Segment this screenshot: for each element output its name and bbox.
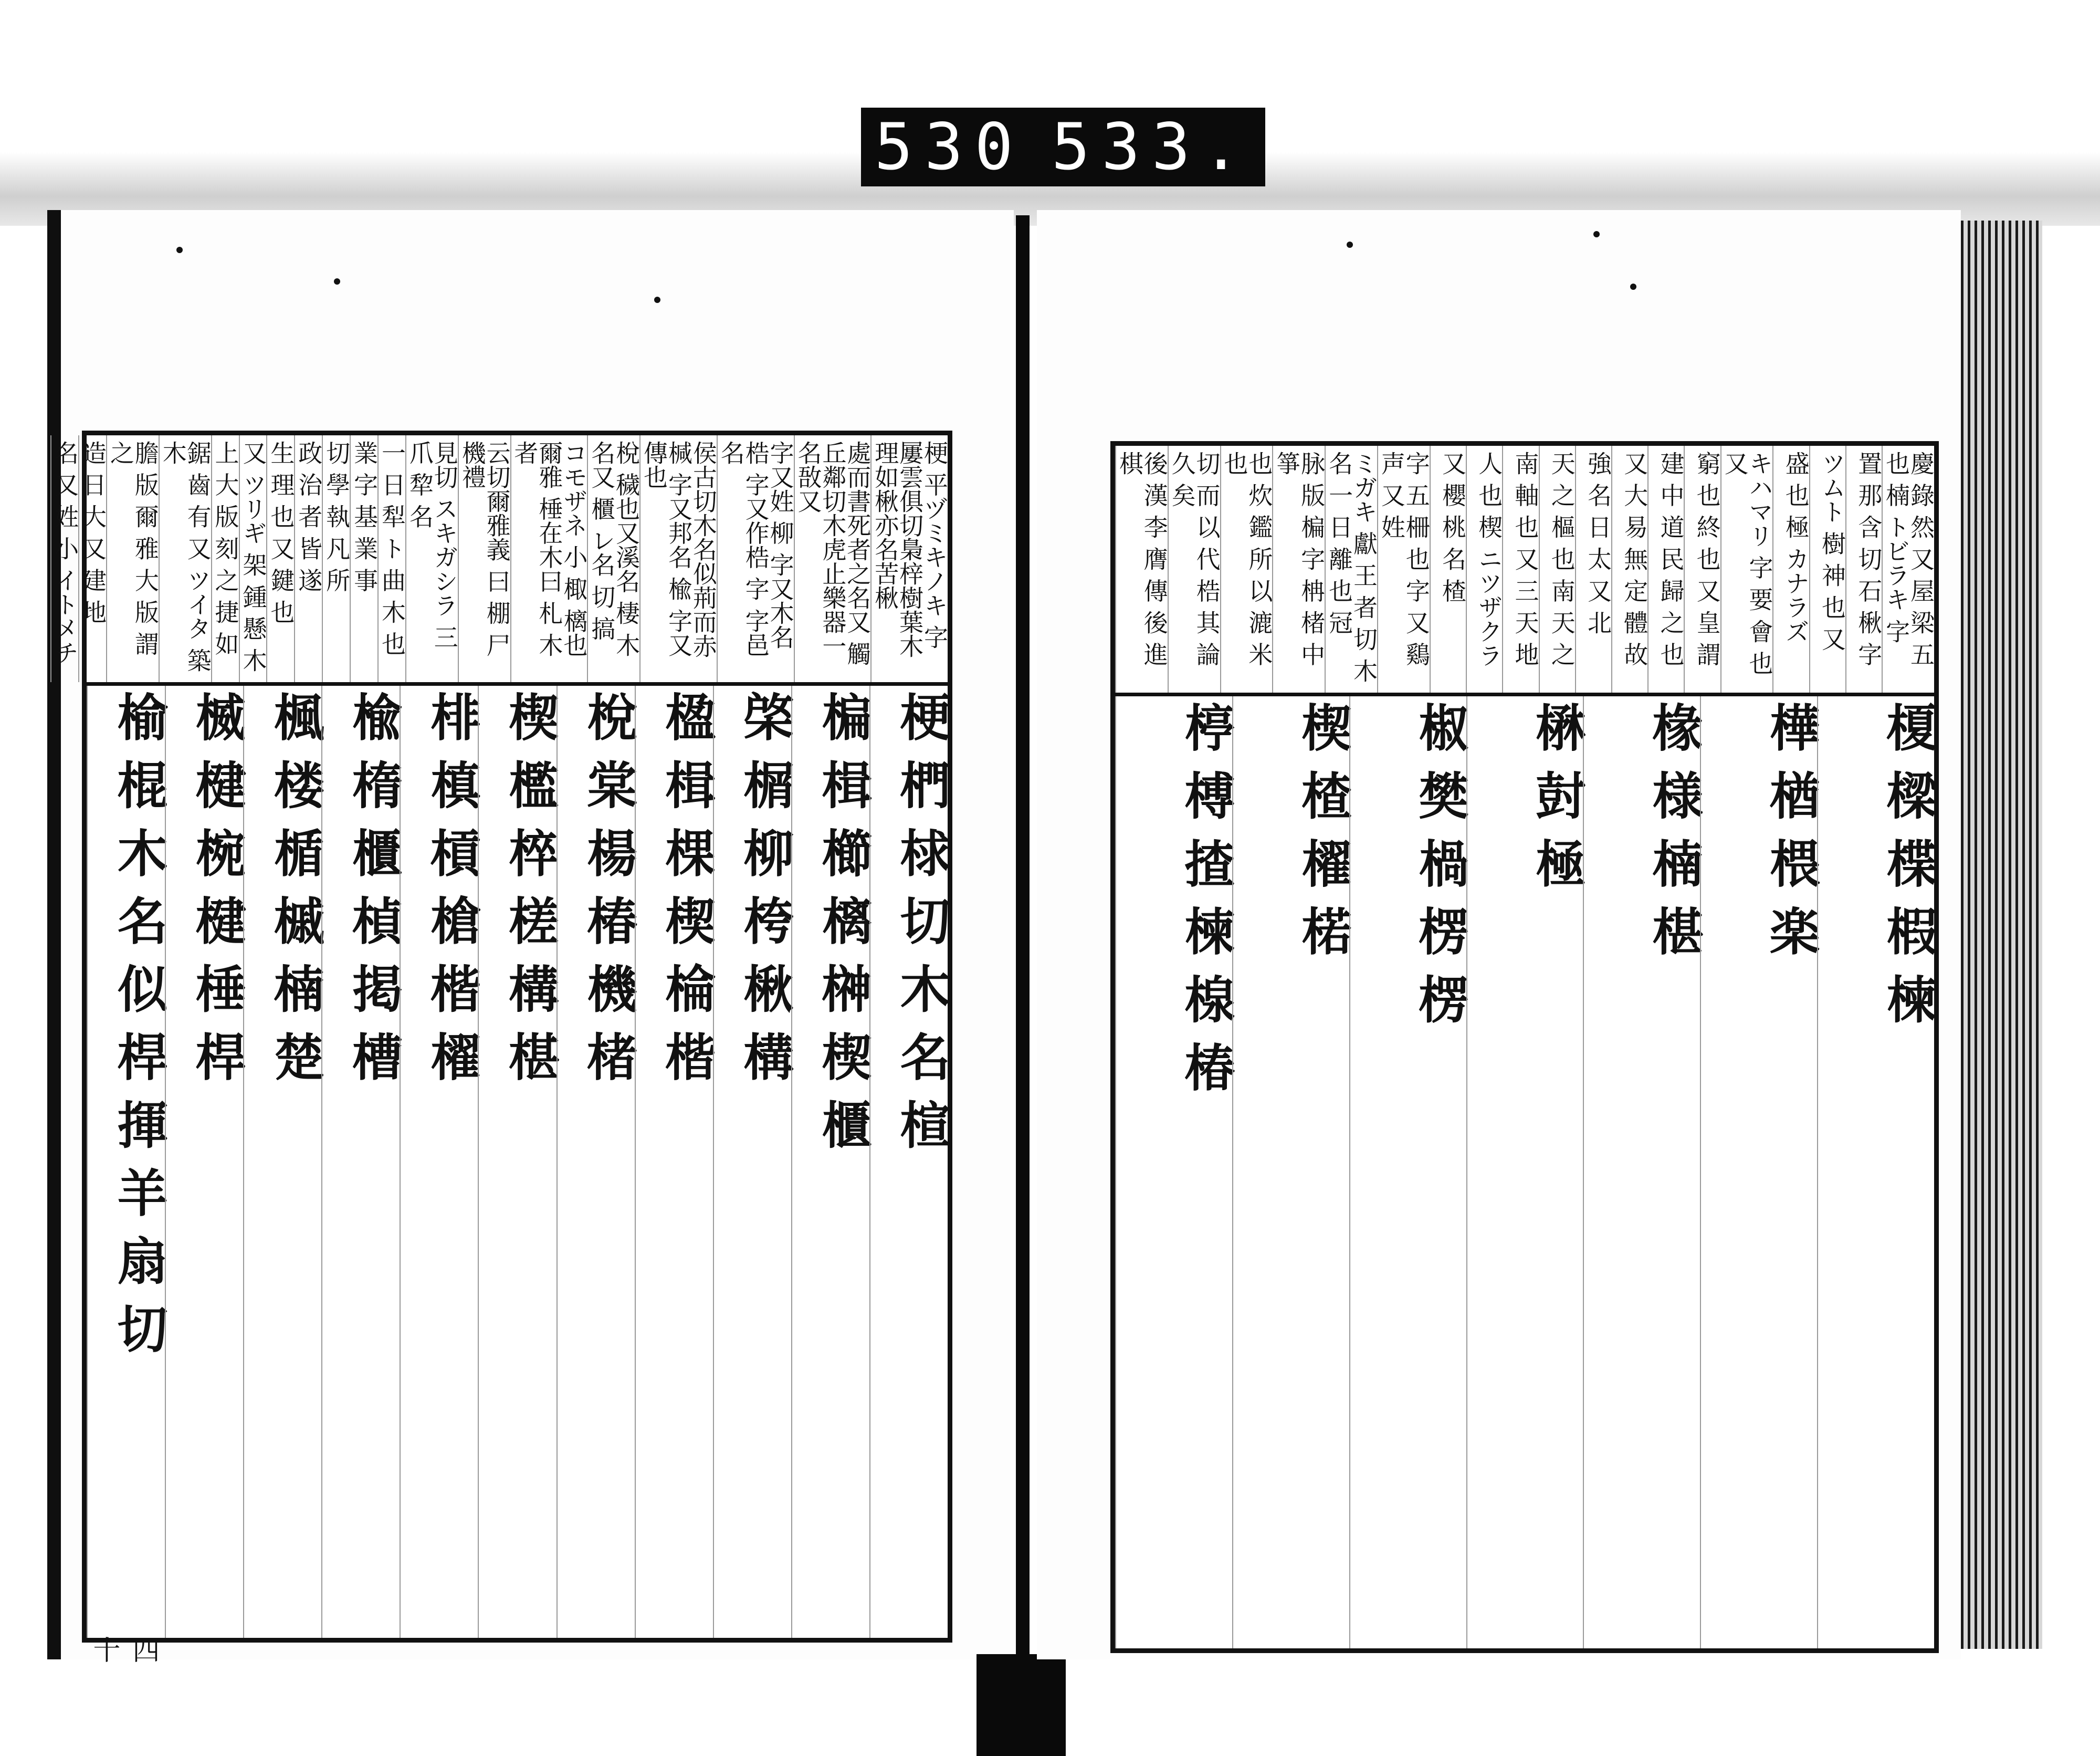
header-column: 造 日 大 又 建 地 (78, 435, 106, 682)
header-column: 人 也 楔 ニツザクラ (1466, 446, 1502, 693)
ink-dot (334, 278, 340, 285)
label-left-number: 530 (874, 110, 1025, 184)
header-column: ツムト 樹 神 也 又 (1809, 446, 1845, 693)
header-column: 盛 也 極 カナラズ (1772, 446, 1809, 693)
header-column: 天 之 樞 也 南 天 之 (1539, 446, 1575, 693)
header-column: 窮 也 終 也 又 皇 謂 (1684, 446, 1720, 693)
ink-dot (1593, 231, 1600, 237)
right-text-panel (1110, 441, 1939, 1653)
left-text-panel (51, 431, 952, 1643)
header-column: 業 字 基 業 事 (350, 435, 377, 682)
right-dictionary-entries (1115, 696, 1938, 1648)
ink-dot (1347, 242, 1353, 248)
header-column: 切 學 執 凡 所 (322, 435, 350, 682)
entry-column: 楹 楫 棵 楔 棆 楷 (635, 686, 713, 1638)
entry-column: 榆 棍 木 名 似 桿 揮 羊 扇 切 (87, 686, 165, 1638)
book-page-edges (1961, 221, 2042, 1649)
entry-column: 楓 楼 楯 槭 楠 楚 (243, 686, 321, 1638)
header-column: 處而書死者之名又 觸丘鄰切木虎止樂器一名敔又 (794, 435, 871, 682)
header-column: 梗 平ヅミキノキ 字 屢雲俱切梟梓樹葉木理如楸亦名苦楸 (870, 435, 948, 682)
label-right-number: 533. (1051, 110, 1252, 184)
header-column: 見切 スキガシラ 三 爪 犂 名 (405, 435, 458, 682)
header-column: 又 ツリギ 架 鍾 懸 木 (239, 435, 267, 682)
header-column: 鋸 齒 有 又 ツイタ 築 木 (159, 435, 211, 682)
entry-column: 梗 椚 梂 切 木 名 楦 (869, 686, 948, 1638)
entry-column: 楡 楕 櫃 楨 掲 槽 (321, 686, 400, 1638)
left-page (47, 210, 1014, 1663)
left-header-commentary (51, 435, 949, 686)
entry-column: 樺 楢 椳 楽 (1700, 696, 1817, 1648)
header-column: 名 又 姓 小 イトメチ (50, 435, 78, 682)
book-spine-foot (976, 1654, 1066, 1756)
entry-column: 楄 楫 櫛 樆 榊 楔 櫃 (791, 686, 869, 1638)
right-page (1037, 210, 1961, 1659)
reel-number-label (861, 108, 1265, 186)
entry-column: 椽 様 楠 椹 (1583, 696, 1700, 1648)
header-column: 字 五 柵 也 字 又 鷄 声 又 姓 (1377, 446, 1430, 693)
right-header-commentary (1115, 446, 1934, 696)
book-spine (1016, 215, 1030, 1738)
ink-dot (654, 297, 660, 303)
entry-column: 楔 楂 櫂 楉 (1232, 696, 1349, 1648)
entry-column: 椒 樊 楇 楞 楞 (1349, 696, 1466, 1648)
header-column: 侯古切木名似荊而赤 椷 字又邦名 楡 字又傳也 (639, 435, 717, 682)
entry-column: 棨 榍 柳 桍 楸 構 (713, 686, 791, 1638)
ink-dot (1630, 284, 1636, 290)
header-column: コモザネ 小 棷 樆也爾雅 棰在木曰 札 木者 (510, 435, 587, 682)
entry-column: 楟 榑 揸 楝 楾 椿 (1115, 696, 1232, 1648)
entry-column: 梲 棠 楊 椿 機 楮 (556, 686, 635, 1638)
entry-column: 楲 楗 椀 楗 棰 桿 (165, 686, 243, 1638)
entry-column: 楔 檻 椊 槎 構 椹 (478, 686, 556, 1638)
page-margin-number: 四十 (88, 1636, 159, 1663)
header-column: 後 漢 李 膺 傳 後 進 棋 (1115, 446, 1168, 693)
header-column: 也 炊 鑑 所 以 漉 米 也 (1220, 446, 1273, 693)
entry-column: 楙 尌 極 (1466, 696, 1583, 1648)
header-column: 又 櫻 桃 名 楂 (1430, 446, 1466, 693)
header-column: 字又姓 柳 字又木名 梏 字又作梏 字 字邑名 (717, 435, 794, 682)
entry-column: 榎 樑 楪 椵 楝 (1817, 696, 1934, 1648)
header-column: 切 而 以 代 梏 其 論 久 矣 (1168, 446, 1220, 693)
header-column: 膽 版 爾 雅 大 版 謂 之 (106, 435, 159, 682)
entry-column: 棑 槙 槓 槍 楷 櫂 (400, 686, 478, 1638)
header-column: 生 理 也 又 鍵 也 (266, 435, 294, 682)
header-column: 慶 錄 然 又 屋 梁 五 也 楠 トビラキ 字 (1882, 446, 1934, 693)
header-column: 梲 穢也又溪名 棲 木名又 櫃 レ名 切 搞 (587, 435, 639, 682)
header-column: 又 大 易 無 定 體 故 (1611, 446, 1647, 693)
header-column: キハマリ 字 要 會 也 又 (1720, 446, 1773, 693)
header-column: 南 軸 也 又 三 天 地 (1502, 446, 1538, 693)
header-column: 置 那 含 切 石 楸 字 (1845, 446, 1882, 693)
header-column: 政 治 者 皆 遂 (294, 435, 322, 682)
header-column: 脉 版 楄 字 柟 楮 中 箏 (1272, 446, 1325, 693)
ink-dot (176, 247, 183, 253)
header-column: 強 名 日 太 又 北 (1575, 446, 1611, 693)
header-column: 建 中 道 民 歸 之 也 (1647, 446, 1684, 693)
header-column: ミガキ 獻 王 者 切 木 名 一 日 離 也 冠 (1325, 446, 1377, 693)
left-dictionary-entries (87, 686, 951, 1638)
header-column: 云切爾雅義 曰 棚 尸 機禮 (458, 435, 510, 682)
header-column: 一 日 犁 ト 曲 木 也 (377, 435, 405, 682)
header-column: 上 大 版 刻 之 捷 如 (211, 435, 239, 682)
